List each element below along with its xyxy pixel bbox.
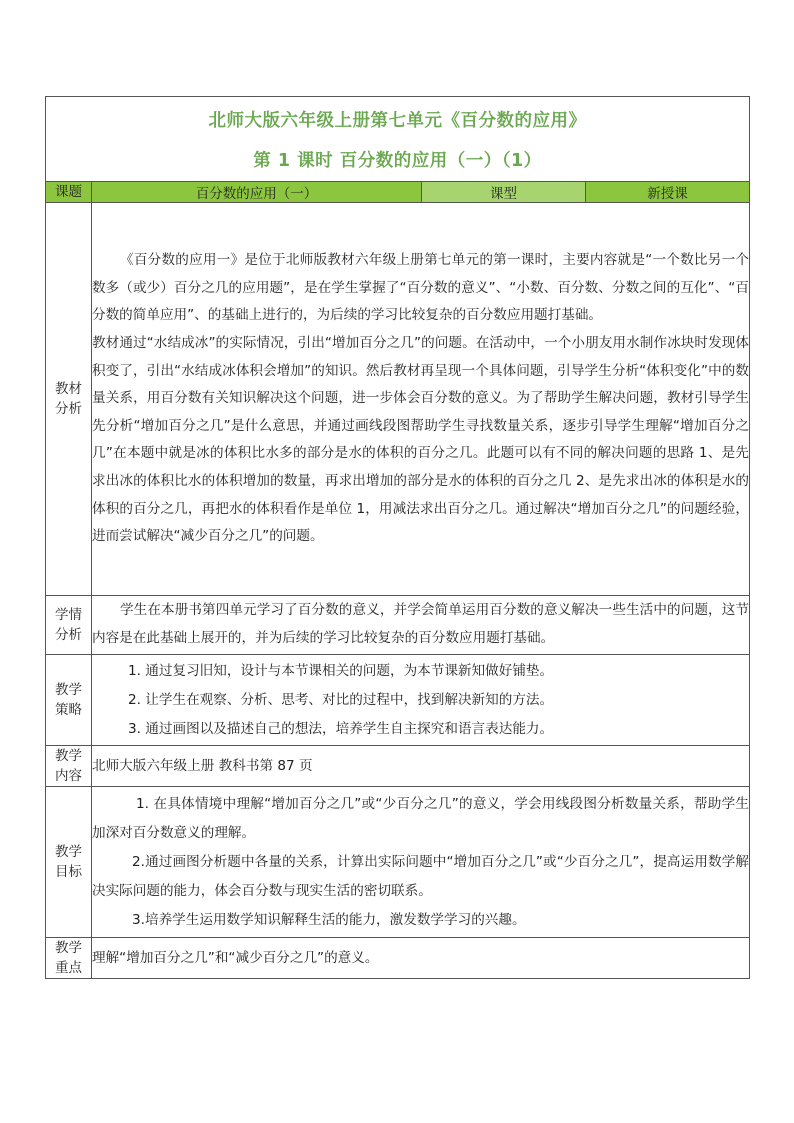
info-row xyxy=(46,182,750,203)
student-analysis-text: 学生在本册书第四单元学习了百分数的意义，并学会简单运用百分数的意义解决一些生活中的问题，这节内容是在此基础上展开的，并为后续的学习比较复杂的百分数应用题打基础。 xyxy=(92,596,750,655)
student-analysis-label: 学情 分析 xyxy=(46,596,92,655)
strategy-item: 2. 让学生在观察、分析、思考、对比的过程中，找到解决新知的方法。 xyxy=(128,691,554,708)
lesson-plan-page xyxy=(45,96,749,979)
teaching-strategy-label: 教学 策略 xyxy=(46,655,92,746)
teaching-focus-text: 理解“增加百分之几”和“减少百分之几”的意义。 xyxy=(92,938,750,979)
teaching-focus-label: 教学 重点 xyxy=(46,938,92,979)
goal-item: 2.通过画图分析题中各量的关系，计算出实际问题中“增加百分之几”或“少百分之几”，提高运用数学解决实际问题的能力，体会百分数与现实生活的密切联系。 xyxy=(92,853,749,899)
title-cell xyxy=(46,97,750,182)
lesson-type-label: 课型 xyxy=(422,182,586,203)
textbook-analysis-label: 教材 分析 xyxy=(46,203,92,596)
teaching-goals-row xyxy=(46,787,750,938)
course-value: 百分数的应用（一） xyxy=(92,182,422,203)
goal-item: 1. 在具体情境中理解“增加百分之几”或“少百分之几”的意义，学会用线段图分析数量关系，帮助学生加深对百分数意义的理解。 xyxy=(92,795,749,841)
textbook-analysis-row xyxy=(46,203,750,596)
teaching-goals-label: 教学 目标 xyxy=(46,787,92,938)
textbook-analysis-paragraph-2: 教材通过“水结成冰”的实际情况，引出“增加百分之几”的问题。在活动中，一个小朋友用水制作冰块时发现体积变了，引出“水结成冰体积会增加”的知识。然后教材再呈现一个具体问题，引导学生分析“体积变化”中的数量关系，用百分数有关知识解决这个问题，进一步体会百分数的意义。为了帮助学生解决问题，教材引导学生先分析“增加百分之几”是什么意思，并通过画线段图帮助学生寻找数量关系，逐步引导学生理解“增加百分之几”在本题中就是冰的体积比水多的部分是水的体积的百分之几。此题可以有不同的解决问题的思路 1、是先求出冰的体积比水的体积增加的数量，再求出增加的部分是水的体积的百分之几 2、是先求出冰的体积是水的体积的百分之几，再把水的体积看作是单位 1，用减法求出百分之几。通过解决“增加百分之几”的问题经验，进而尝试解决“减少百分之几”的问题。 xyxy=(92,335,749,545)
strategy-item: 3. 通过画图以及描述自己的想法，培养学生自主探究和语言表达能力。 xyxy=(128,720,554,737)
lesson-type-value: 新授课 xyxy=(586,182,750,203)
teaching-content-label: 教学 内容 xyxy=(46,746,92,787)
document-title: 北师大版六年级上册第七单元《百分数的应用》 xyxy=(208,111,587,131)
teaching-strategy-row xyxy=(46,655,750,746)
textbook-analysis-paragraph-1: 《百分数的应用一》是位于北师版教材六年级上册第七单元的第一课时，主要内容就是“一个数比另一个数多（或少）百分之几的应用题”，是在学生掌握了“百分数的意义”、“小数、百分数、分数之间的互化”、“百分数的简单应用”、的基础上进行的，为后续的学习比较复杂的百分数应用题打基础。 xyxy=(92,252,749,324)
teaching-content-text: 北师大版六年级上册 教科书第 87 页 xyxy=(92,746,750,787)
teaching-content-row xyxy=(46,746,750,787)
lesson-plan-table xyxy=(45,96,750,979)
teaching-focus-row xyxy=(46,938,750,979)
student-analysis-row xyxy=(46,596,750,655)
strategy-item: 1. 通过复习旧知，设计与本节课相关的问题，为本节课新知做好铺垫。 xyxy=(128,662,554,679)
goal-item: 3.培养学生运用数学知识解释生活的能力，激发数学学习的兴趣。 xyxy=(132,911,526,928)
lesson-subtitle: 第 1 课时 百分数的应用（一）（1） xyxy=(253,151,542,171)
teaching-goals-list xyxy=(92,787,750,938)
course-label: 课题 xyxy=(46,182,92,203)
teaching-strategy-list xyxy=(92,655,750,746)
textbook-analysis-text xyxy=(92,203,750,596)
